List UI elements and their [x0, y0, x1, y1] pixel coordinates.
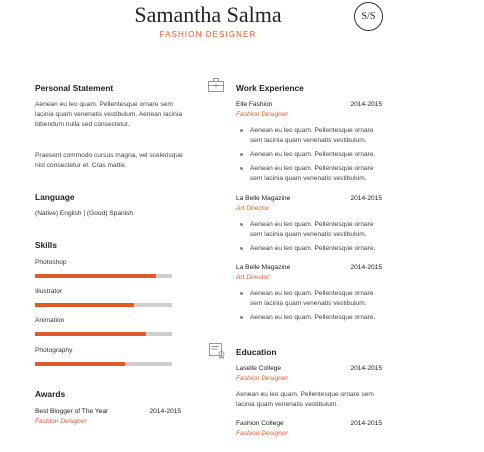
list-item: Aenean eu leo quam. Pellentesque ornare. [236, 150, 386, 160]
certificate-icon [209, 343, 226, 359]
personal-statement-paragraph-1: Aenean eu leo quam. Pellentesque ornare sem lacinia quam venenatis vestibulum. Aenean lacinia bibendum nulla sed consectetur. [35, 101, 182, 128]
job-organization: Elle Fashion [236, 101, 273, 108]
language-heading: Language [35, 192, 75, 202]
skill-bar-fill [35, 303, 134, 307]
education-years: 2014-2015 [350, 420, 382, 427]
education-heading: Education [236, 347, 277, 357]
skill-bar [35, 274, 172, 278]
skill-bar-fill [35, 362, 125, 366]
skill-bar [35, 332, 172, 336]
job-role: Art Director [236, 205, 270, 212]
skill-bar [35, 303, 172, 307]
skill-label: Illustrator [35, 288, 63, 295]
monogram-badge: S/S [354, 2, 383, 31]
job-role: Art Director [236, 274, 270, 281]
job-organization: La Belle Magazine [236, 195, 291, 202]
language-list: (Native) English | (Good) Spanish [35, 210, 134, 217]
list-item: Aenean eu leo quam. Pellentesque ornare sem lacinia quam venenatis vestibulum. [236, 220, 386, 240]
education-role: Fashion Designer [236, 375, 288, 382]
job-years: 2014-2015 [350, 101, 382, 108]
skill-bar [35, 362, 172, 366]
award-role: Fashion Designer [35, 418, 87, 425]
skill-label: Animation [35, 317, 65, 324]
list-item: Aenean eu leo quam. Pellentesque ornare sem lacinia quam venenatis vestibulum. [236, 164, 386, 184]
list-item: Aenean eu leo quam. Pellentesque ornare. [236, 313, 386, 323]
education-organization: Fashion College [236, 420, 284, 427]
skill-bar-fill [35, 332, 146, 336]
job-years: 2014-2015 [350, 195, 382, 202]
personal-statement-paragraph-2: Praesent commodo cursus magna, vel scelerisque nisl consectetur et. Cras mattis [35, 152, 183, 169]
awards-heading: Awards [35, 389, 66, 399]
award-years: 2014-2015 [149, 408, 181, 415]
list-item: Aenean eu leo quam. Pellentesque ornare. [236, 244, 386, 254]
skill-label: Photoshop [35, 259, 67, 266]
job-bullets [236, 126, 386, 188]
work-experience-heading: Work Experience [236, 83, 304, 93]
skills-heading: Skills [35, 240, 57, 250]
resume-role: FASHION DESIGNER [159, 30, 257, 39]
list-item: Aenean eu leo quam. Pellentesque ornare sem lacinia quam venenatis vestibulum. [236, 126, 386, 146]
education-role: Fashion Designer [236, 430, 288, 437]
skill-bar-fill [35, 274, 156, 278]
job-organization: La Belle Magazine [236, 264, 291, 271]
job-role: Fashion Designer [236, 111, 288, 118]
education-years: 2014-2015 [350, 365, 382, 372]
award-name: Best Blogger of The Year [35, 408, 109, 415]
list-item: Aenean eu leo quam. Pellentesque ornare sem lacinia quam venenatis vestibulum. [236, 289, 386, 309]
job-bullets [236, 220, 386, 258]
education-organization: Laselle College [236, 365, 282, 372]
resume-name: Samantha Salma [134, 2, 282, 27]
personal-statement-heading: Personal Statement [35, 83, 114, 93]
education-description: Aenean eu leo quam. Pellentesque ornare sem lacinia quam venenatis vestibulum. [236, 391, 374, 408]
skill-label: Photography [35, 347, 73, 354]
briefcase-icon [208, 78, 224, 92]
job-years: 2014-2015 [350, 264, 382, 271]
job-bullets [236, 289, 386, 327]
